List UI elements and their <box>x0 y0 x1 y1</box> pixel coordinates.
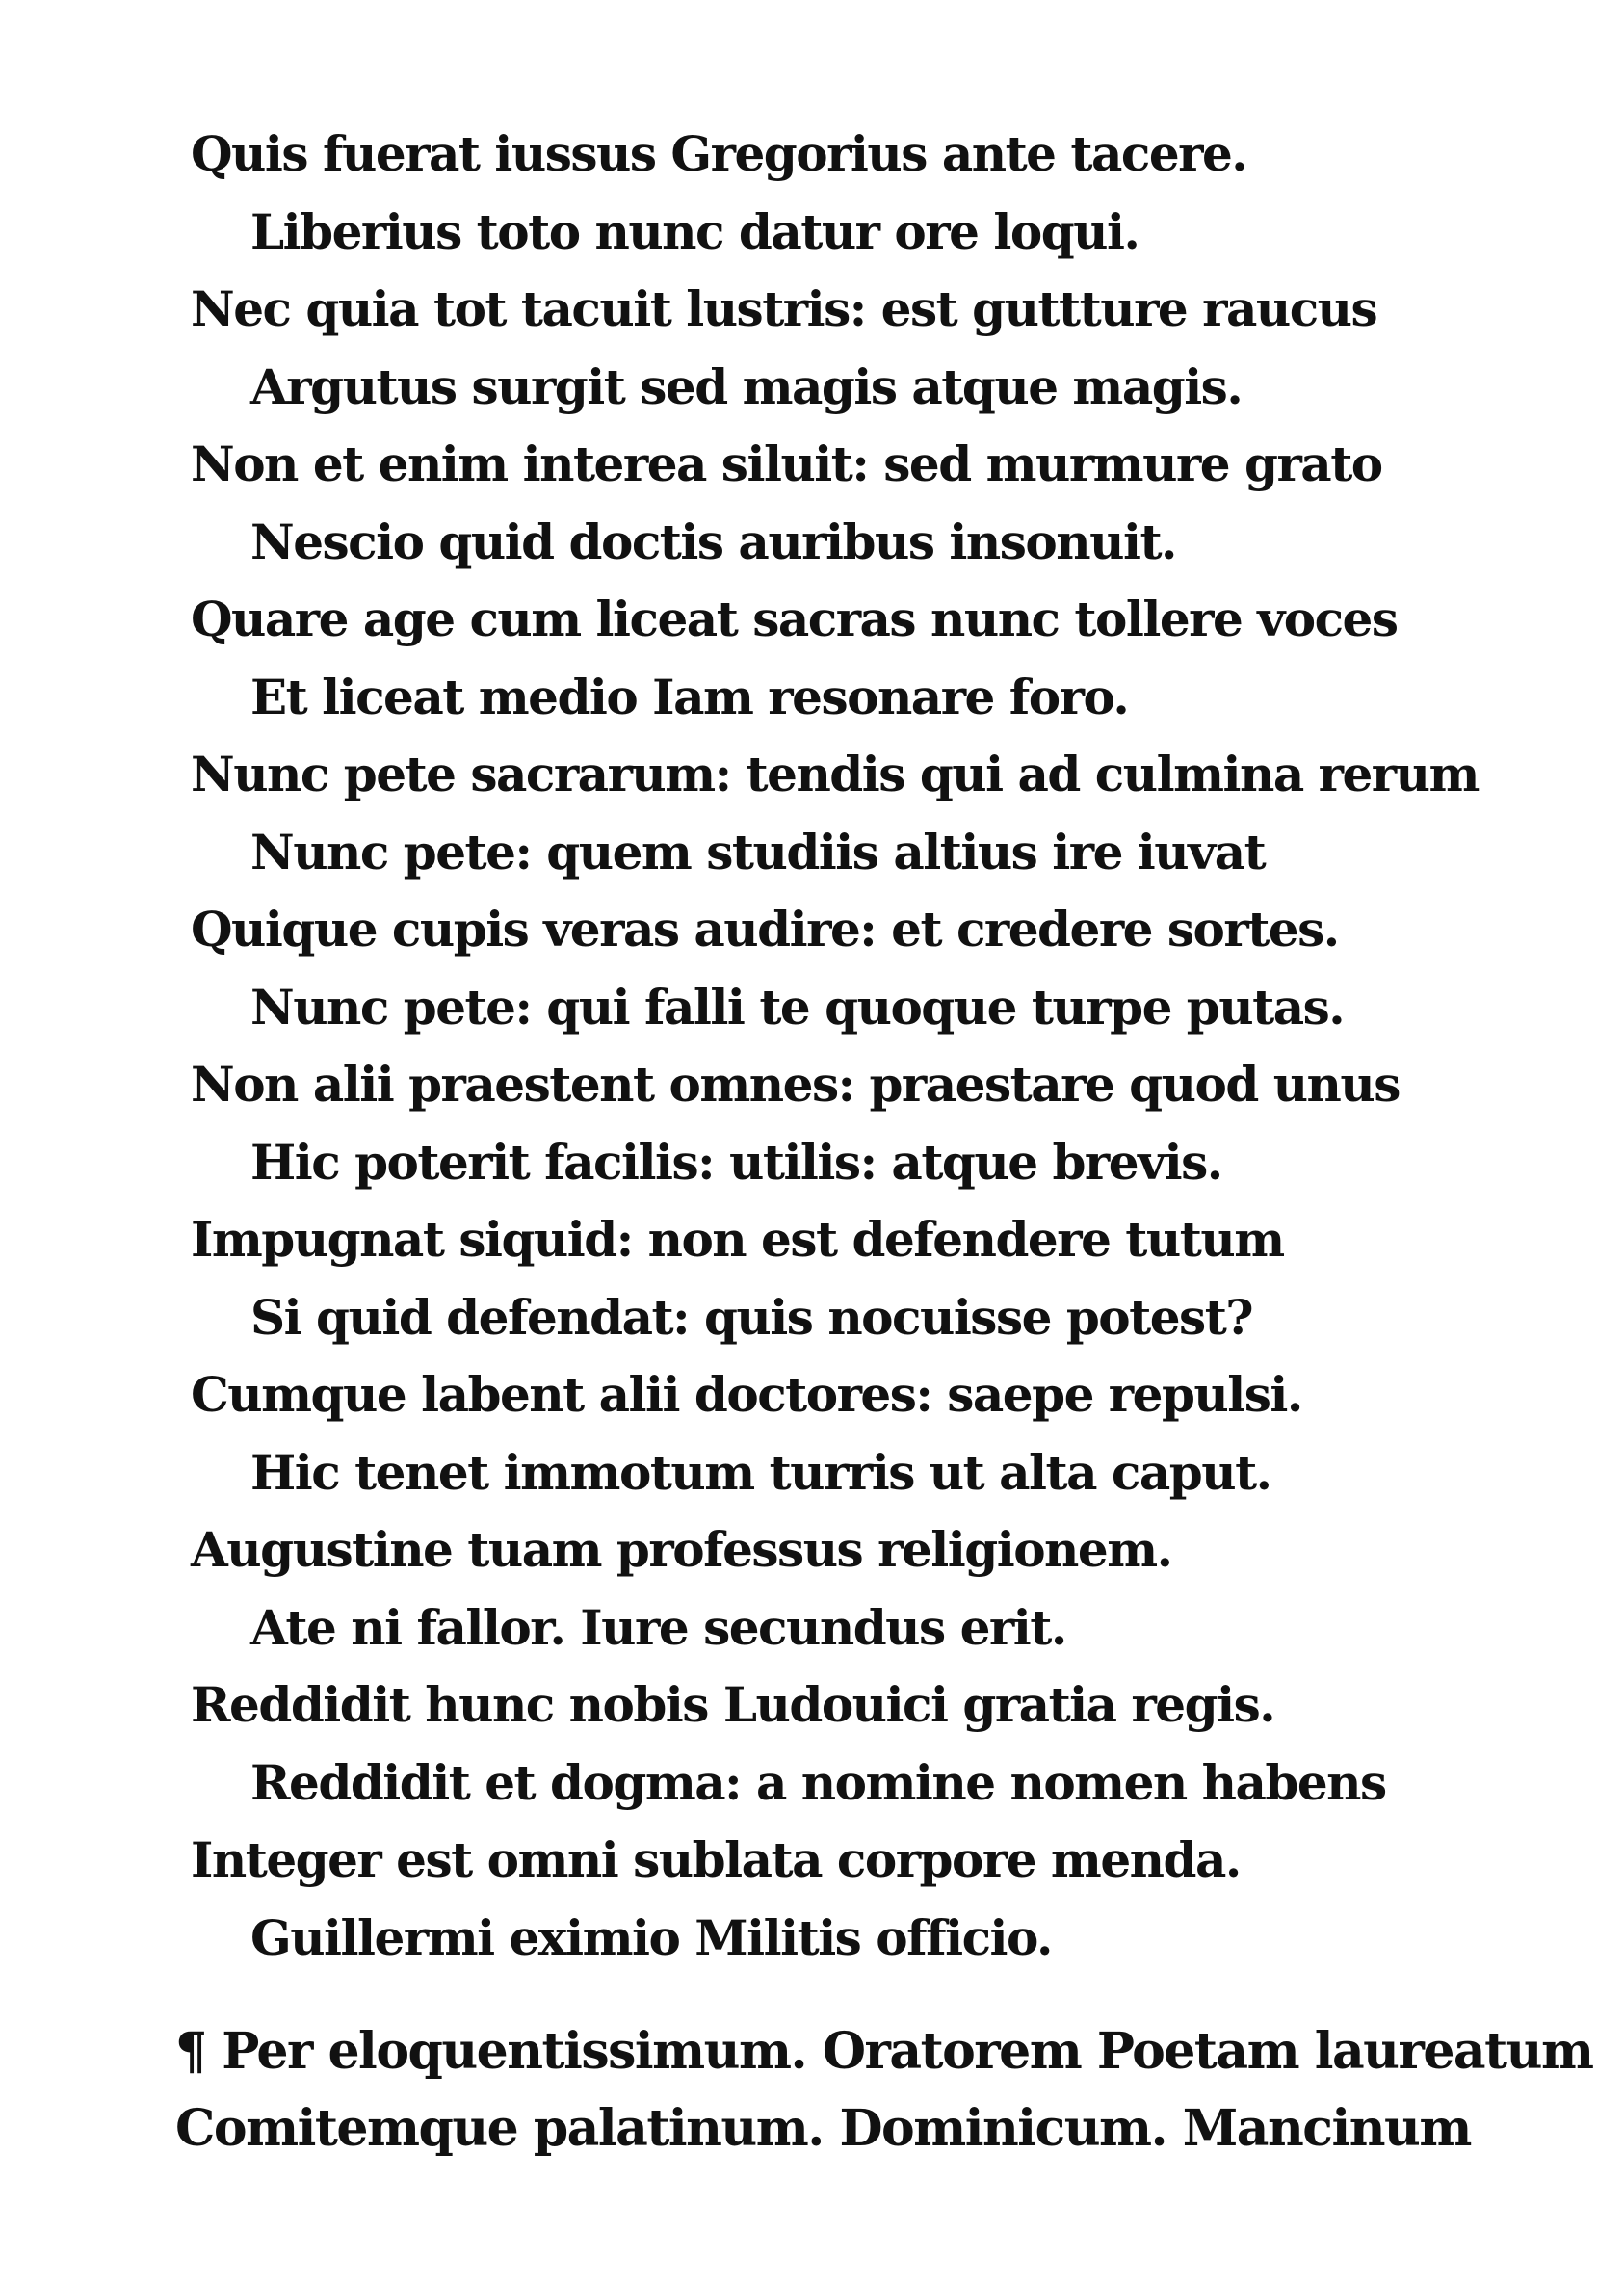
colophon-line-2: Comitemque palatinum. Dominicum. Mancinum <box>175 2099 1471 2158</box>
poem-line-22: Reddidit et dogma: a nomine nomen habens <box>250 1753 1386 1811</box>
poem-line-14: Hic poterit facilis: utilis: atque brevis. <box>250 1133 1222 1191</box>
poem-line-4: Argutus surgit sed magis atque magis. <box>250 357 1243 415</box>
poem-line-21: Reddidit hunc nobis Ludouici gratia regis. <box>191 1676 1275 1733</box>
poem-line-19: Augustine tuam professus religionem. <box>191 1521 1172 1578</box>
poem-line-13: Non alii praestent omnes: praestare quod unus <box>191 1056 1400 1113</box>
poem-line-11: Quique cupis veras audire: et credere sortes. <box>191 901 1339 958</box>
poem-line-10: Nunc pete: quem studiis altius ire iuvat <box>250 823 1266 880</box>
poem-body <box>191 116 1479 1977</box>
poem-line-18: Hic tenet immotum turris ut alta caput. <box>250 1443 1271 1501</box>
poem-line-15: Impugnat siquid: non est defendere tutum <box>191 1211 1284 1268</box>
poem-line-9: Nunc pete sacrarum: tendis qui ad culmina rerum <box>191 746 1479 802</box>
poem-line-23: Integer est omni sublata corpore menda. <box>191 1831 1241 1888</box>
poem-line-7: Quare age cum liceat sacras nunc tollere voces <box>191 591 1398 647</box>
poem-line-16: Si quid defendat: quis nocuisse potest? <box>250 1288 1253 1346</box>
poem-line-12: Nunc pete: qui falli te quoque turpe putas. <box>250 978 1345 1036</box>
poem-line-2: Liberius toto nunc datur ore loqui. <box>250 202 1139 260</box>
poem-line-3: Nec quia tot tacuit lustris: est guttture raucus <box>191 280 1377 337</box>
colophon <box>175 2013 1593 2167</box>
poem-line-1: Quis fuerat iussus Gregorius ante tacere. <box>191 125 1247 182</box>
poem-line-6: Nescio quid doctis auribus insonuit. <box>250 512 1176 570</box>
poem-line-17: Cumque labent alii doctores: saepe repulsi. <box>191 1366 1302 1423</box>
poem-line-8: Et liceat medio Iam resonare foro. <box>250 668 1129 725</box>
poem-line-20: Ate ni fallor. Iure secundus erit. <box>250 1598 1066 1656</box>
poem-line-24: Guillermi eximio Militis officio. <box>250 1908 1052 1966</box>
colophon-line-1: ¶ Per eloquentissimum. Oratorem Poetam laureatum <box>175 2022 1593 2081</box>
poem-line-5: Non et enim interea siluit: sed murmure grato <box>191 435 1382 492</box>
